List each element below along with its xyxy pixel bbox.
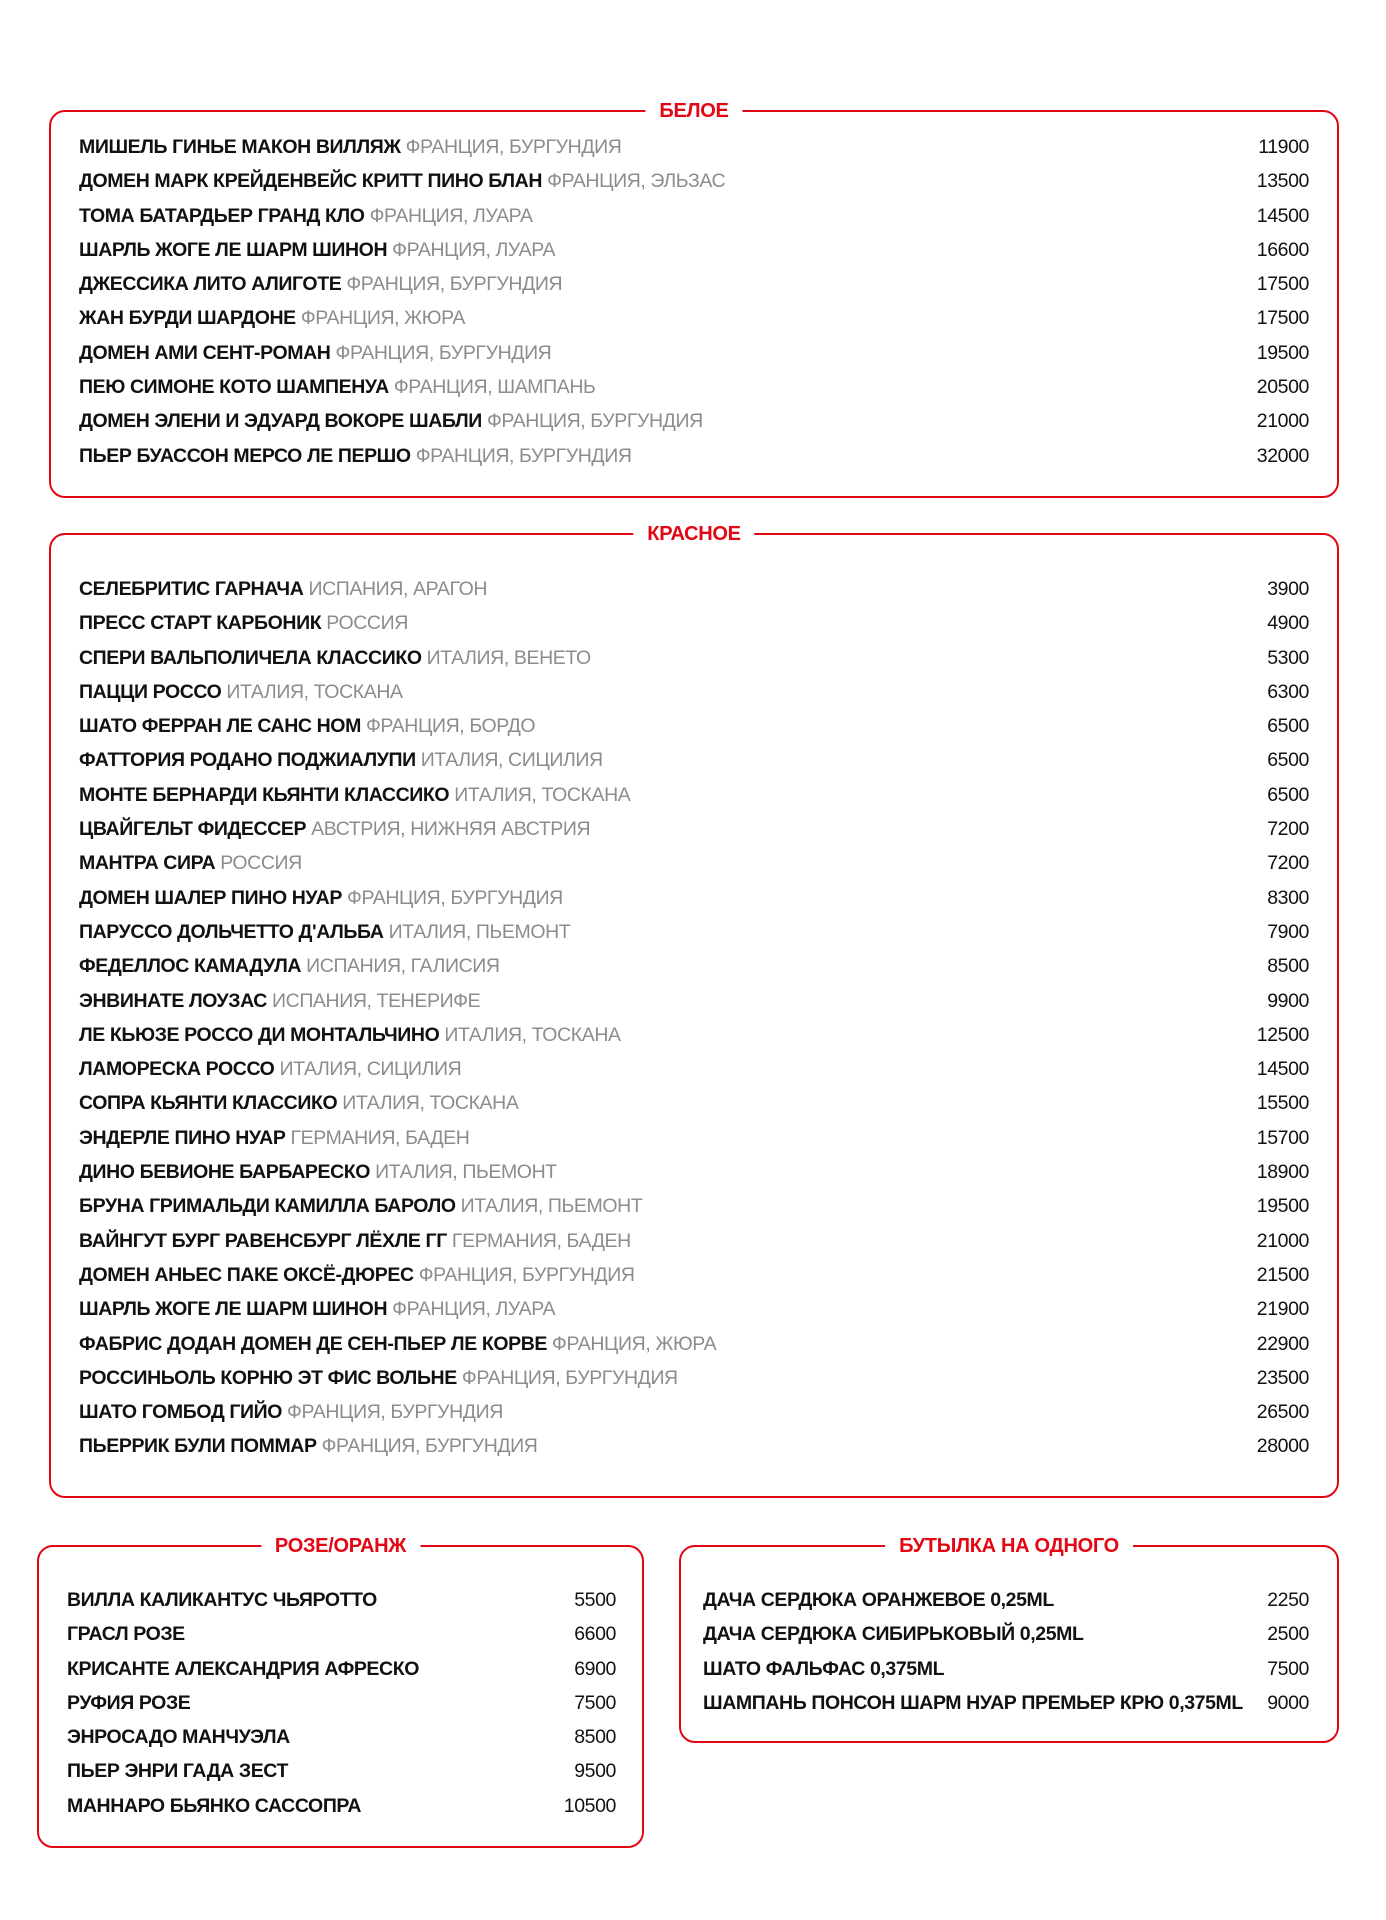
wine-row (79, 1429, 1309, 1463)
wine-region: ИТАЛИЯ, СИЦИЛИЯ (279, 1058, 462, 1081)
wine-region: ИСПАНИЯ, АРАГОН (308, 578, 488, 600)
wine-name: ГРАСЛ РОЗЕ (67, 1623, 185, 1646)
wine-region: ФРАНЦИЯ, БУРГУНДИЯ (405, 136, 622, 158)
wine-row (79, 812, 1309, 846)
wine-row (79, 709, 1309, 743)
wine-name: ДОМЕН ШАЛЕР ПИНО НУАР (79, 886, 342, 909)
wine-name: ДОМЕН ЭЛЕНИ И ЭДУАРД ВОКОРЕ ШАБЛИ (79, 410, 482, 433)
wine-row (79, 199, 1309, 233)
wine-row (79, 1327, 1309, 1361)
wine-region: ФРАНЦИЯ, БУРГУНДИЯ (335, 341, 552, 364)
wine-region: ГЕРМАНИЯ, БАДЕН (451, 1229, 631, 1252)
wine-row (79, 1189, 1309, 1223)
wine-price: 22900 (1256, 1332, 1309, 1355)
wine-row (79, 1086, 1309, 1120)
wine-list-rose (67, 1583, 616, 1823)
wine-price: 12500 (1256, 1023, 1309, 1046)
wine-price: 8500 (1267, 955, 1309, 978)
wine-name: МОНТЕ БЕРНАРДИ КЬЯНТИ КЛАССИКО (79, 783, 450, 806)
wine-price: 2250 (1267, 1589, 1309, 1611)
wine-name: ЛЕ КЬЮЗЕ РОССО ДИ МОНТАЛЬЧИНО (79, 1023, 440, 1046)
section-white (49, 100, 1339, 498)
wine-price: 13500 (1256, 170, 1309, 193)
wine-name: МИШЕЛЬ ГИНЬЕ МАКОН ВИЛЛЯЖ (79, 136, 401, 158)
wine-region: ФРАНЦИЯ, БУРГУНДИЯ (287, 1401, 503, 1424)
wine-region: ФРАНЦИЯ, ЖЮРА (300, 307, 465, 330)
wine-list-red (79, 572, 1309, 1464)
wine-region: ФРАНЦИЯ, БУРГУНДИЯ (461, 1366, 678, 1389)
wine-name: ФАБРИС ДОДАН ДОМЕН ДЕ СЕН-ПЬЕР ЛЕ КОРВЕ (79, 1332, 547, 1355)
wine-row (67, 1652, 616, 1686)
section-title-single: БУТЫЛКА НА ОДНОГО (885, 1533, 1133, 1559)
wine-row (79, 1258, 1309, 1292)
wine-name: ШАТО ГОМБОД ГИЙО (79, 1401, 283, 1424)
wine-region: ФРАНЦИЯ, БУРГУНДИЯ (486, 410, 703, 433)
wine-price: 26500 (1256, 1401, 1309, 1424)
wine-row (79, 915, 1309, 949)
wine-price: 19500 (1256, 1195, 1309, 1218)
wine-name: ДАЧА СЕРДЮКА СИБИРЬКОВЫЙ 0,25ML (703, 1623, 1084, 1646)
wine-region: ФРАНЦИЯ, ЛУАРА (392, 238, 556, 261)
wine-name: БРУНА ГРИМАЛЬДИ КАМИЛЛА БАРОЛО (79, 1195, 456, 1218)
wine-price: 2500 (1267, 1623, 1309, 1646)
wine-region: ИСПАНИЯ, ГАЛИСИЯ (306, 955, 500, 978)
wine-region: ИТАЛИЯ, ПЬЕМОНТ (460, 1195, 643, 1218)
wine-row (79, 404, 1309, 438)
wine-price: 6500 (1267, 715, 1309, 738)
section-single (679, 1535, 1339, 1743)
wine-row (79, 1018, 1309, 1052)
wine-price: 11900 (1258, 136, 1309, 158)
wine-row (67, 1686, 616, 1720)
wine-name: ЭНРОСАДО МАНЧУЭЛА (67, 1726, 290, 1749)
wine-name: ШАРЛЬ ЖОГЕ ЛЕ ШАРМ ШИНОН (79, 1298, 388, 1321)
wine-name: ФАТТОРИЯ РОДАНО ПОДЖИАЛУПИ (79, 749, 416, 772)
wine-list-single (703, 1583, 1309, 1720)
wine-region: ФРАНЦИЯ, ЭЛЬЗАС (547, 170, 726, 193)
wine-region: ФРАНЦИЯ, БУРГУНДИЯ (415, 444, 632, 467)
wine-name: СПЕРИ ВАЛЬПОЛИЧЕЛА КЛАССИКО (79, 646, 422, 669)
wine-row (79, 743, 1309, 777)
wine-region: ИТАЛИЯ, ВЕНЕТО (426, 646, 591, 669)
wine-price: 5300 (1267, 646, 1309, 669)
wine-row (79, 1121, 1309, 1155)
wine-region: ФРАНЦИЯ, ЛУАРА (392, 1298, 556, 1321)
wine-name: ШАТО ФАЛЬФАС 0,375ML (703, 1657, 945, 1680)
wine-row (703, 1583, 1309, 1617)
wine-price: 19500 (1256, 341, 1309, 364)
wine-name: ДОМЕН АМИ СЕНТ-РОМАН (79, 341, 331, 364)
wine-name: ЛАМОРЕСКА РОССО (79, 1058, 275, 1081)
wine-row (79, 1361, 1309, 1395)
wine-row (79, 1155, 1309, 1189)
wine-region: ИТАЛИЯ, ТОСКАНА (444, 1023, 621, 1046)
wine-region: ФРАНЦИЯ, БУРГУНДИЯ (347, 886, 563, 909)
wine-name: ПЕЮ СИМОНЕ КОТО ШАМПЕНУА (79, 376, 389, 399)
wine-name: КРИСАНТЕ АЛЕКСАНДРИЯ АФРЕСКО (67, 1657, 419, 1680)
wine-row (79, 439, 1309, 473)
wine-row (79, 572, 1309, 606)
wine-price: 21500 (1256, 1263, 1309, 1286)
wine-price: 18900 (1256, 1161, 1309, 1184)
wine-row (67, 1617, 616, 1651)
wine-price: 7500 (574, 1691, 616, 1714)
wine-price: 15700 (1256, 1126, 1309, 1149)
wine-region: ИТАЛИЯ, ТОСКАНА (342, 1092, 519, 1115)
wine-row (79, 1052, 1309, 1086)
wine-price: 9000 (1267, 1691, 1309, 1714)
wine-row (703, 1617, 1309, 1651)
wine-region: ФРАНЦИЯ, ЛУАРА (369, 204, 533, 227)
wine-name: ДОМЕН АНЬЕС ПАКЕ ОКСЁ-ДЮРЕС (79, 1263, 414, 1286)
wine-price: 7200 (1267, 852, 1309, 875)
wine-name: ПРЕСС СТАРТ КАРБОНИК (79, 612, 322, 635)
wine-name: СЕЛЕБРИТИС ГАРНАЧА (79, 578, 304, 600)
wine-region: РОССИЯ (220, 852, 302, 875)
wine-region: ФРАНЦИЯ, БУРГУНДИЯ (321, 1435, 538, 1458)
wine-name: ДЖЕССИКА ЛИТО АЛИГОТЕ (79, 273, 342, 296)
wine-price: 21000 (1256, 410, 1309, 433)
wine-list-white (79, 130, 1309, 473)
wine-name: ВАЙНГУТ БУРГ РАВЕНСБУРГ ЛЁХЛЕ ГГ (79, 1229, 447, 1252)
wine-region: ФРАНЦИЯ, ЖЮРА (552, 1332, 717, 1355)
wine-row (79, 301, 1309, 335)
wine-price: 14500 (1256, 204, 1309, 227)
wine-name: ДАЧА СЕРДЮКА ОРАНЖЕВОЕ 0,25ML (703, 1589, 1054, 1611)
wine-region: ГЕРМАНИЯ, БАДЕН (290, 1126, 470, 1149)
wine-name: ПЬЕР БУАССОН МЕРСО ЛЕ ПЕРШО (79, 444, 411, 467)
section-rose (37, 1535, 644, 1848)
wine-name: РУФИЯ РОЗЕ (67, 1691, 191, 1714)
wine-row (79, 370, 1309, 404)
wine-row (79, 267, 1309, 301)
wine-price: 8300 (1267, 886, 1309, 909)
wine-price: 17500 (1256, 307, 1309, 330)
wine-price: 7500 (1267, 1657, 1309, 1680)
wine-name: ДОМЕН МАРК КРЕЙДЕНВЕЙС КРИТТ ПИНО БЛАН (79, 170, 543, 193)
wine-name: ПЬЕРРИК БУЛИ ПОММАР (79, 1435, 317, 1458)
wine-name: ЭНДЕРЛЕ ПИНО НУАР (79, 1126, 286, 1149)
wine-price: 10500 (563, 1794, 616, 1817)
wine-name: МАНТРА СИРА (79, 852, 216, 875)
wine-name: ПЬЕР ЭНРИ ГАДА ЗЕСТ (67, 1760, 289, 1783)
wine-name: ШАРЛЬ ЖОГЕ ЛЕ ШАРМ ШИНОН (79, 238, 388, 261)
wine-row (67, 1789, 616, 1823)
wine-price: 14500 (1256, 1058, 1309, 1081)
wine-region: ФРАНЦИЯ, БУРГУНДИЯ (418, 1263, 635, 1286)
wine-row (79, 1224, 1309, 1258)
section-red (49, 523, 1339, 1498)
wine-region: АВСТРИЯ, НИЖНЯЯ АВСТРИЯ (311, 818, 591, 841)
wine-name: ПАРУССО ДОЛЬЧЕТТО Д'АЛЬБА (79, 920, 384, 943)
wine-row (79, 336, 1309, 370)
wine-name: ПАЦЦИ РОССО (79, 680, 222, 703)
wine-row (67, 1754, 616, 1788)
wine-name: ЭНВИНАТЕ ЛОУЗАС (79, 989, 267, 1012)
wine-region: ФРАНЦИЯ, БОРДО (365, 715, 536, 738)
wine-row (79, 846, 1309, 880)
wine-region: ФРАНЦИЯ, ШАМПАНЬ (393, 376, 596, 399)
section-title-rose: РОЗЕ/ОРАНЖ (261, 1533, 420, 1559)
wine-row (79, 1395, 1309, 1429)
wine-name: ШАТО ФЕРРАН ЛЕ САНС НОМ (79, 715, 361, 738)
wine-name: РОССИНЬОЛЬ КОРНЮ ЭТ ФИС ВОЛЬНЕ (79, 1366, 457, 1389)
wine-price: 6500 (1267, 783, 1309, 806)
wine-row (79, 675, 1309, 709)
wine-row (79, 881, 1309, 915)
wine-name: ВИЛЛА КАЛИКАНТУС ЧЬЯРОТТО (67, 1589, 377, 1611)
wine-row (79, 130, 1309, 164)
wine-name: ТОМА БАТАРДЬЕР ГРАНД КЛО (79, 204, 365, 227)
wine-region: ИТАЛИЯ, ТОСКАНА (226, 680, 403, 703)
wine-row (79, 233, 1309, 267)
section-title-white: БЕЛОЕ (645, 98, 742, 124)
wine-region: ИТАЛИЯ, СИЦИЛИЯ (420, 749, 603, 772)
wine-price: 5500 (574, 1589, 616, 1611)
wine-region: ИТАЛИЯ, ПЬЕМОНТ (388, 920, 571, 943)
wine-name: ФЕДЕЛЛОС КАМАДУЛА (79, 955, 302, 978)
wine-row (79, 164, 1309, 198)
wine-price: 7900 (1267, 920, 1309, 943)
wine-name: ЦВАЙГЕЛЬТ ФИДЕССЕР (79, 818, 307, 841)
wine-price: 6900 (574, 1657, 616, 1680)
wine-price: 7200 (1267, 818, 1309, 841)
wine-name: СОПРА КЬЯНТИ КЛАССИКО (79, 1092, 338, 1115)
wine-row (79, 1292, 1309, 1326)
wine-price: 3900 (1267, 578, 1309, 600)
wine-row (79, 949, 1309, 983)
wine-name: ЖАН БУРДИ ШАРДОНЕ (79, 307, 296, 330)
wine-price: 4900 (1267, 612, 1309, 635)
wine-row (67, 1720, 616, 1754)
wine-price: 28000 (1256, 1435, 1309, 1458)
wine-price: 21000 (1256, 1229, 1309, 1252)
wine-region: ИСПАНИЯ, ТЕНЕРИФЕ (272, 989, 481, 1012)
wine-row (79, 641, 1309, 675)
wine-price: 6300 (1267, 680, 1309, 703)
wine-name: МАННАРО БЬЯНКО САССОПРА (67, 1794, 362, 1817)
wine-price: 21900 (1256, 1298, 1309, 1321)
wine-row (67, 1583, 616, 1617)
wine-region: ФРАНЦИЯ, БУРГУНДИЯ (346, 273, 563, 296)
wine-price: 9900 (1267, 989, 1309, 1012)
wine-price: 17500 (1256, 273, 1309, 296)
wine-region: РОССИЯ (326, 612, 408, 635)
wine-price: 16600 (1256, 238, 1309, 261)
wine-price: 15500 (1256, 1092, 1309, 1115)
wine-name: ДИНО БЕВИОНЕ БАРБАРЕСКО (79, 1161, 371, 1184)
wine-region: ИТАЛИЯ, ПЬЕМОНТ (375, 1161, 557, 1184)
wine-name: ШАМПАНЬ ПОНСОН ШАРМ НУАР ПРЕМЬЕР КРЮ 0,375ML (703, 1691, 1243, 1714)
wine-region: ИТАЛИЯ, ТОСКАНА (454, 783, 631, 806)
wine-row (703, 1686, 1309, 1720)
wine-price: 20500 (1256, 376, 1309, 399)
wine-price: 6500 (1267, 749, 1309, 772)
wine-row (79, 984, 1309, 1018)
wine-row (79, 606, 1309, 640)
section-title-red: КРАСНОЕ (633, 521, 754, 547)
wine-row (79, 778, 1309, 812)
wine-price: 9500 (574, 1760, 616, 1783)
wine-price: 23500 (1256, 1366, 1309, 1389)
wine-row (703, 1652, 1309, 1686)
wine-price: 32000 (1256, 444, 1309, 467)
wine-price: 6600 (574, 1623, 616, 1646)
wine-price: 8500 (574, 1726, 616, 1749)
